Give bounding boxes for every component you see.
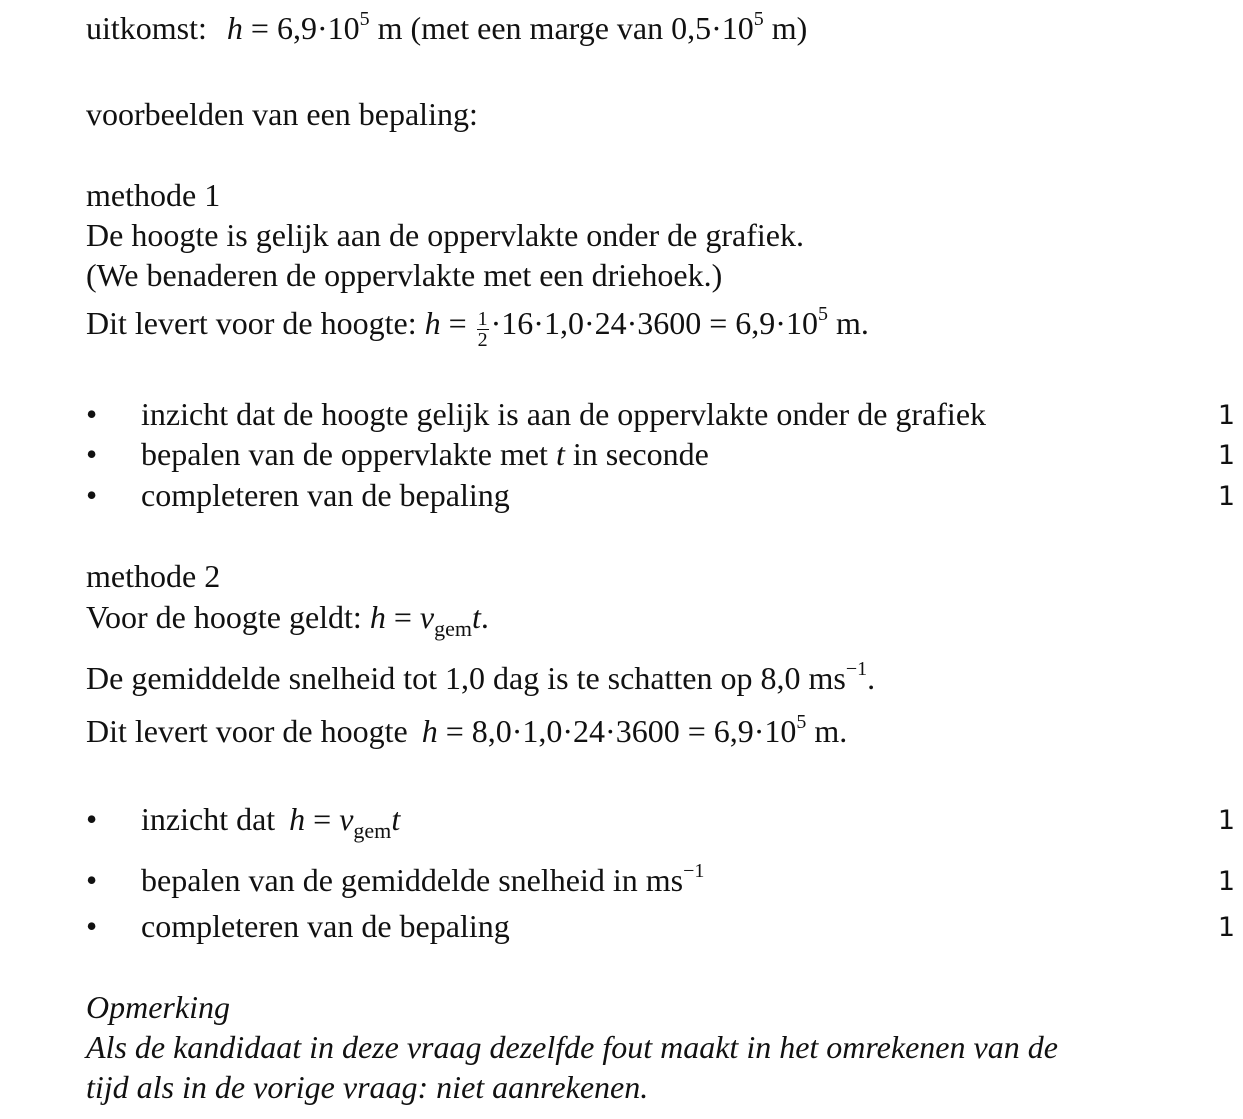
method2-criterion-3: completeren van de bepaling — [141, 908, 510, 944]
method1-line2: (We benaderen de oppervlakte met een driehoek.) — [86, 257, 723, 293]
fraction-denominator: 2 — [477, 329, 488, 351]
answer-margin-value: 0,5·10 — [671, 10, 754, 46]
method1-line3-exponent: 5 — [817, 303, 828, 325]
method2-criterion-2 — [141, 860, 705, 898]
bullet-icon: • — [86, 908, 98, 944]
method1-line3-var: h — [424, 305, 441, 341]
method1-line3 — [86, 303, 869, 351]
answer-prefix: uitkomst: — [86, 10, 207, 46]
answer-margin-suffix: m) — [763, 10, 808, 46]
criterion-text-before: bepalen van de gemiddelde snelheid in — [141, 862, 646, 898]
method2-line3-var: h — [421, 713, 438, 749]
remark-line1: Als de kandidaat in deze vraag dezelfde fout maakt in het omrekenen van de — [86, 1029, 1058, 1065]
method2-line2-end: . — [867, 660, 876, 696]
criterion-text-before: inzicht dat — [141, 801, 284, 837]
method2-line1-sub: gem — [434, 616, 472, 641]
criterion-eq: = — [305, 801, 340, 837]
method2-line2-prefix: De gemiddelde snelheid tot 1,0 dag is te schatten op — [86, 660, 761, 696]
method2-line1-v: v — [419, 599, 435, 635]
method1-line3-unit: m. — [827, 305, 869, 341]
method1-line3-prefix: Dit levert voor de hoogte: — [86, 305, 425, 341]
criterion-var-h: h — [289, 801, 306, 837]
answer-line — [86, 8, 808, 46]
answer-formula-exponent: 5 — [359, 8, 370, 30]
method2-score-3: 1 — [1217, 912, 1235, 943]
answer-unit: m — [369, 10, 403, 46]
answer-margin-prefix: (met een marge van — [402, 10, 672, 46]
method2-line2-exponent: −1 — [845, 658, 868, 680]
method2-line3-rest: = 8,0·1,0·24·3600 = 6,9·10 — [437, 713, 797, 749]
criterion-sub-gem: gem — [353, 818, 392, 843]
remark-title: Opmerking — [86, 989, 230, 1025]
criterion-unit-exponent: −1 — [683, 860, 705, 882]
method1-line3-rest: ·16·1,0·24·3600 = 6,9·10 — [490, 305, 818, 341]
bullet-icon: • — [86, 801, 98, 837]
criterion-text-after: in seconde — [564, 436, 709, 472]
method2-line1-eq: = — [385, 599, 420, 635]
method2-title: methode 2 — [86, 558, 221, 594]
criterion-var-t: t — [391, 801, 401, 837]
method2-criterion-1 — [141, 801, 401, 843]
method2-line1-end: . — [480, 599, 489, 635]
method1-criterion-3: completeren van de bepaling — [141, 477, 510, 513]
bullet-icon: • — [86, 396, 98, 432]
fraction-numerator: 1 — [477, 308, 488, 330]
method2-line3-prefix: Dit levert voor de hoogte — [86, 713, 416, 749]
method1-score-3: 1 — [1217, 481, 1235, 512]
examples-heading: voorbeelden van een bepaling: — [86, 96, 478, 132]
method1-line1: De hoogte is gelijk aan de oppervlakte onder de grafiek. — [86, 217, 804, 253]
method2-score-1: 1 — [1217, 805, 1235, 836]
method1-score-2: 1 — [1217, 440, 1235, 471]
method2-line3-exponent: 5 — [796, 711, 807, 733]
bullet-icon: • — [86, 436, 98, 472]
method2-score-2: 1 — [1217, 866, 1235, 897]
criterion-var-t: t — [555, 436, 565, 472]
method2-line1-var: h — [369, 599, 386, 635]
method2-line3 — [86, 711, 848, 749]
method1-criterion-1: inzicht dat de hoogte gelijk is aan de oppervlakte onder de grafiek — [141, 396, 987, 432]
answer-formula-value: = 6,9·10 — [242, 10, 360, 46]
method2-line3-unit: m. — [806, 713, 848, 749]
criterion-text-before: bepalen van de oppervlakte met — [141, 436, 556, 472]
bullet-icon: • — [86, 477, 98, 513]
answer-formula-var: h — [226, 10, 243, 46]
remark-line2: tijd als in de vorige vraag: niet aanrekenen. — [86, 1069, 649, 1105]
method1-title: methode 1 — [86, 177, 221, 213]
answer-margin-exponent: 5 — [753, 8, 764, 30]
method1-fraction — [477, 309, 489, 350]
criterion-unit: ms — [645, 862, 684, 898]
method2-line2-value: 8,0 ms — [760, 660, 846, 696]
method2-line1 — [86, 599, 489, 641]
method1-criterion-2 — [141, 438, 709, 470]
method2-line2 — [86, 658, 876, 696]
method2-line1-t: t — [471, 599, 481, 635]
method1-score-1: 1 — [1217, 400, 1235, 431]
method1-line3-eq: = — [440, 305, 475, 341]
criterion-var-v: v — [339, 801, 354, 837]
method2-line1-prefix: Voor de hoogte geldt: — [86, 599, 370, 635]
bullet-icon: • — [86, 862, 98, 898]
